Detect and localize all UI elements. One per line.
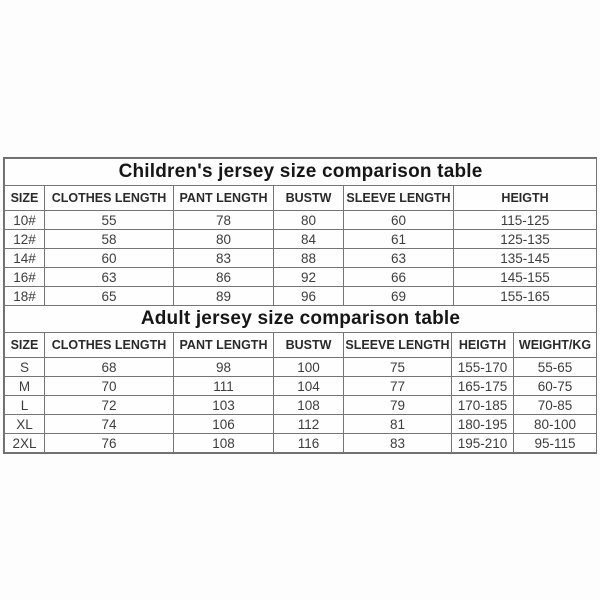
measurement-cell: 98 — [174, 358, 274, 377]
table-header-row — [5, 333, 597, 358]
adult-size-table — [4, 305, 597, 453]
table-row — [5, 396, 597, 415]
measurement-cell: 63 — [344, 249, 454, 268]
column-header: BUSTW — [274, 186, 344, 211]
measurement-cell: 69 — [344, 287, 454, 306]
measurement-cell: 55 — [45, 211, 174, 230]
column-header: SIZE — [5, 186, 45, 211]
measurement-cell: 66 — [344, 268, 454, 287]
measurement-cell: 100 — [274, 358, 344, 377]
table-row — [5, 415, 597, 434]
size-label-cell: 18# — [5, 287, 45, 306]
measurement-cell: 80 — [174, 230, 274, 249]
size-label-cell: 2XL — [5, 434, 45, 453]
size-label-cell: 12# — [5, 230, 45, 249]
table-row — [5, 268, 597, 287]
measurement-cell: 80-100 — [514, 415, 597, 434]
measurement-cell: 63 — [45, 268, 174, 287]
measurement-cell: 58 — [45, 230, 174, 249]
size-label-cell: 14# — [5, 249, 45, 268]
measurement-cell: 92 — [274, 268, 344, 287]
measurement-cell: 89 — [174, 287, 274, 306]
measurement-cell: 79 — [344, 396, 452, 415]
measurement-cell: 165-175 — [452, 377, 514, 396]
measurement-cell: 74 — [45, 415, 174, 434]
column-header: PANT LENGTH — [174, 333, 274, 358]
table-row — [5, 211, 597, 230]
measurement-cell: 70 — [45, 377, 174, 396]
measurement-cell: 111 — [174, 377, 274, 396]
measurement-cell: 88 — [274, 249, 344, 268]
column-header: SLEEVE LENGTH — [344, 333, 452, 358]
measurement-cell: 135-145 — [454, 249, 597, 268]
measurement-cell: 84 — [274, 230, 344, 249]
table-row — [5, 230, 597, 249]
measurement-cell: 83 — [344, 434, 452, 453]
size-label-cell: XL — [5, 415, 45, 434]
measurement-cell: 60-75 — [514, 377, 597, 396]
column-header: SLEEVE LENGTH — [344, 186, 454, 211]
measurement-cell: 195-210 — [452, 434, 514, 453]
table-title-row — [5, 159, 597, 186]
size-label-cell: S — [5, 358, 45, 377]
measurement-cell: 80 — [274, 211, 344, 230]
size-label-cell: 10# — [5, 211, 45, 230]
measurement-cell: 104 — [274, 377, 344, 396]
table-header-row — [5, 186, 597, 211]
size-tables-container — [3, 157, 597, 454]
measurement-cell: 155-170 — [452, 358, 514, 377]
measurement-cell: 103 — [174, 396, 274, 415]
table-row — [5, 287, 597, 306]
measurement-cell: 155-165 — [454, 287, 597, 306]
table-row — [5, 358, 597, 377]
measurement-cell: 60 — [45, 249, 174, 268]
measurement-cell: 55-65 — [514, 358, 597, 377]
measurement-cell: 170-185 — [452, 396, 514, 415]
size-label-cell: L — [5, 396, 45, 415]
measurement-cell: 86 — [174, 268, 274, 287]
measurement-cell: 76 — [45, 434, 174, 453]
measurement-cell: 145-155 — [454, 268, 597, 287]
measurement-cell: 106 — [174, 415, 274, 434]
column-header: PANT LENGTH — [174, 186, 274, 211]
children-size-table — [4, 158, 597, 306]
measurement-cell: 60 — [344, 211, 454, 230]
table-row — [5, 434, 597, 453]
column-header: WEIGHT/KG — [514, 333, 597, 358]
measurement-cell: 115-125 — [454, 211, 597, 230]
column-header: BUSTW — [274, 333, 344, 358]
table-title: Children's jersey size comparison table — [5, 159, 597, 186]
column-header: HEIGTH — [454, 186, 597, 211]
measurement-cell: 81 — [344, 415, 452, 434]
column-header: CLOTHES LENGTH — [45, 186, 174, 211]
table-row — [5, 249, 597, 268]
column-header: CLOTHES LENGTH — [45, 333, 174, 358]
measurement-cell: 96 — [274, 287, 344, 306]
column-header: HEIGTH — [452, 333, 514, 358]
measurement-cell: 77 — [344, 377, 452, 396]
measurement-cell: 112 — [274, 415, 344, 434]
column-header: SIZE — [5, 333, 45, 358]
measurement-cell: 72 — [45, 396, 174, 415]
table-title: Adult jersey size comparison table — [5, 306, 597, 333]
measurement-cell: 95-115 — [514, 434, 597, 453]
measurement-cell: 61 — [344, 230, 454, 249]
table-title-row — [5, 306, 597, 333]
measurement-cell: 116 — [274, 434, 344, 453]
measurement-cell: 108 — [174, 434, 274, 453]
measurement-cell: 70-85 — [514, 396, 597, 415]
measurement-cell: 78 — [174, 211, 274, 230]
measurement-cell: 68 — [45, 358, 174, 377]
size-label-cell: M — [5, 377, 45, 396]
measurement-cell: 180-195 — [452, 415, 514, 434]
measurement-cell: 65 — [45, 287, 174, 306]
measurement-cell: 108 — [274, 396, 344, 415]
size-label-cell: 16# — [5, 268, 45, 287]
measurement-cell: 125-135 — [454, 230, 597, 249]
table-row — [5, 377, 597, 396]
measurement-cell: 83 — [174, 249, 274, 268]
measurement-cell: 75 — [344, 358, 452, 377]
